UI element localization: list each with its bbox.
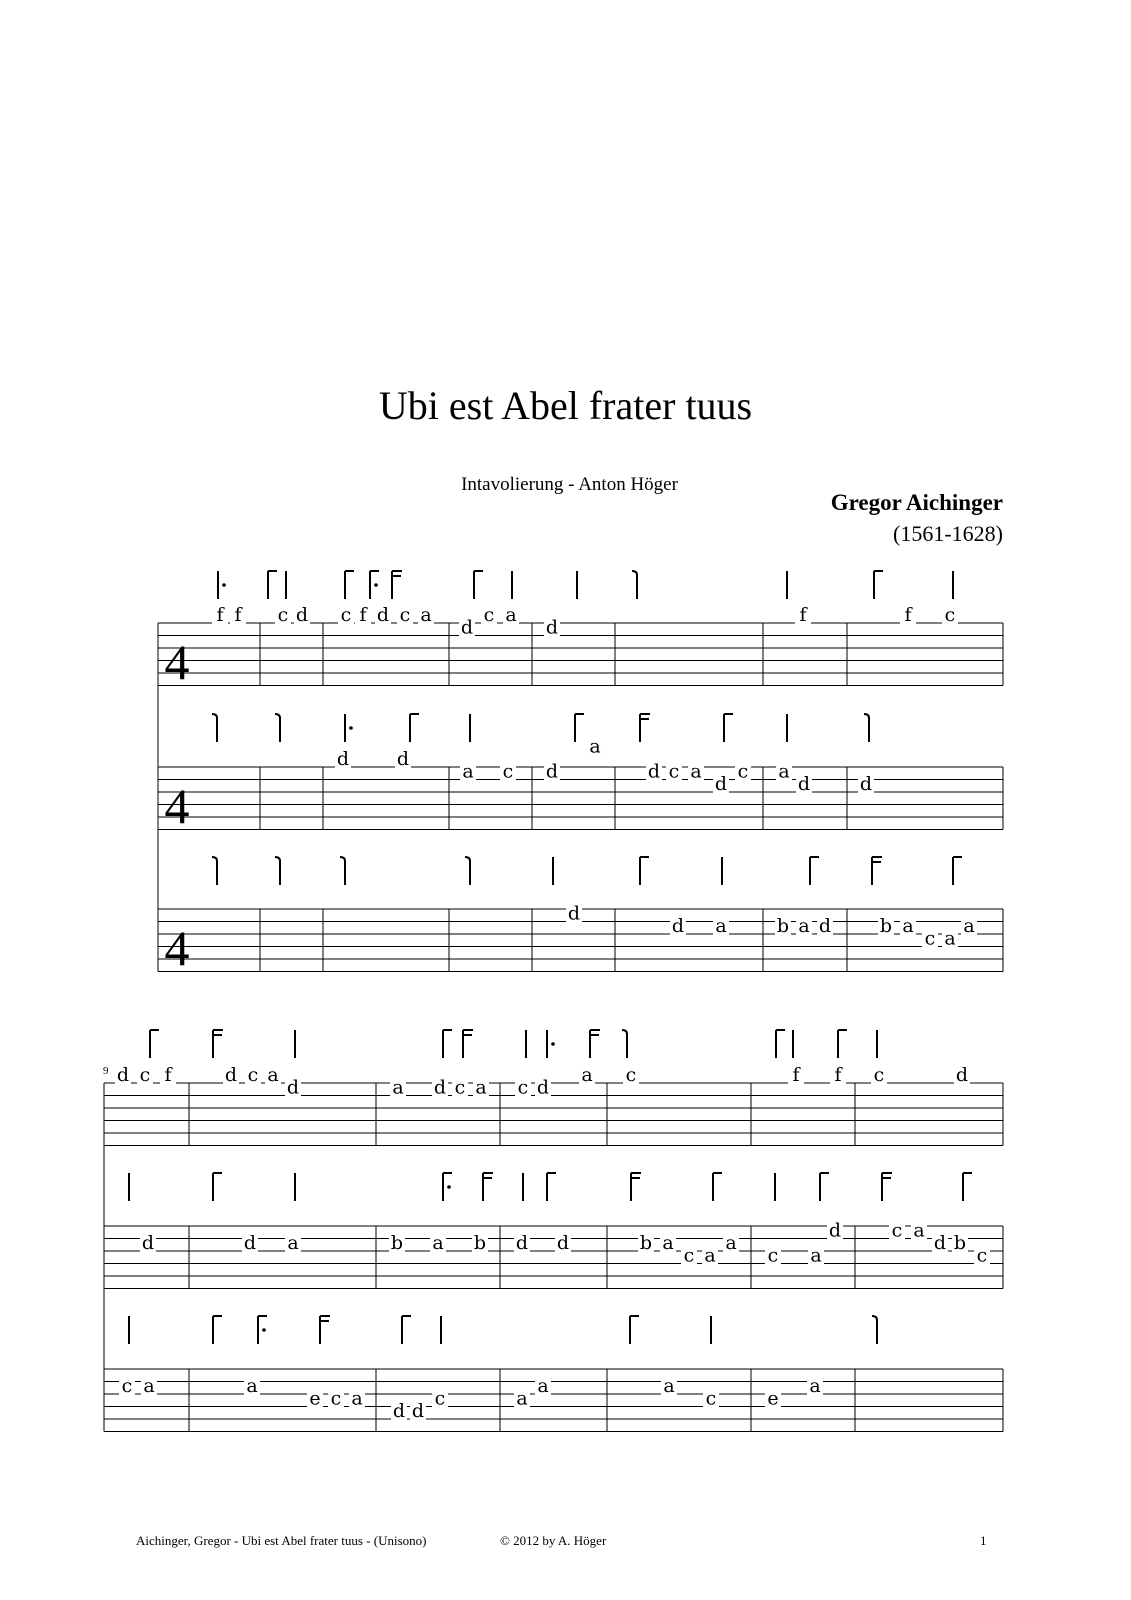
rhythm-flag xyxy=(410,714,419,742)
tab-letter: b xyxy=(879,915,893,937)
tab-letter: c xyxy=(502,760,514,783)
tab-letter: a xyxy=(267,1064,279,1086)
tab-letter: a xyxy=(944,927,956,950)
tab-letter: c xyxy=(399,604,411,626)
rhythm-flag xyxy=(776,1030,785,1058)
tab-letter: a xyxy=(725,1232,737,1254)
tab-letter: c xyxy=(924,927,936,950)
tab-letter: a xyxy=(246,1375,258,1397)
tab-letter: a xyxy=(902,915,914,937)
tab-letter: d xyxy=(286,1076,300,1099)
tab-letter: a xyxy=(662,1232,674,1254)
footer-copyright: © 2012 by A. Höger xyxy=(500,1533,607,1548)
rhythm-flag xyxy=(820,1173,829,1201)
tab-letter: d xyxy=(433,1076,447,1099)
tab-letter: b xyxy=(639,1232,653,1254)
tab-letter: a xyxy=(690,760,702,783)
rhythm-flag xyxy=(640,857,649,885)
tab-letter: c xyxy=(668,760,680,783)
arranger-credit: Intavolierung - Anton Höger xyxy=(461,474,678,495)
rhythm-flag xyxy=(810,857,819,885)
tab-letter: a xyxy=(778,760,790,783)
tab-letter: a xyxy=(810,1244,822,1267)
tab-letter: d xyxy=(567,902,581,925)
tab-letter: a xyxy=(462,760,474,783)
tab-letter: c xyxy=(434,1387,446,1410)
rhythm-flag xyxy=(392,571,402,599)
rhythm-dot xyxy=(551,1042,555,1046)
tab-letter: d xyxy=(545,760,559,783)
rhythm-flag xyxy=(864,714,869,742)
tab-letter: b xyxy=(473,1232,487,1254)
staff-lines xyxy=(104,623,1003,1432)
tab-letter: d xyxy=(859,773,873,795)
tab-letter: e xyxy=(309,1387,321,1410)
time-signature: 4 xyxy=(164,920,190,976)
rhythm-flag xyxy=(640,714,650,742)
tab-letter: c xyxy=(139,1064,151,1086)
tab-letter: d xyxy=(460,616,474,639)
rhythm-flag xyxy=(631,1173,641,1201)
page-number: 1 xyxy=(980,1533,987,1548)
tab-letter: a xyxy=(287,1232,299,1254)
tab-letter: c xyxy=(976,1244,988,1267)
rhythm-flag xyxy=(213,1030,223,1058)
tab-letter: d xyxy=(955,1064,969,1086)
rhythm-dot xyxy=(262,1328,266,1332)
tab-letter: c xyxy=(340,604,352,626)
rhythm-flag xyxy=(874,571,883,599)
tab-letter: d xyxy=(556,1232,570,1254)
page-title: Ubi est Abel frater tuus xyxy=(378,383,753,428)
tab-letters xyxy=(115,604,990,1422)
tab-letter: c xyxy=(247,1064,259,1086)
tab-letter: a xyxy=(663,1375,675,1397)
tab-letter: a xyxy=(505,604,517,626)
rhythm-flag xyxy=(212,857,217,885)
tab-letter: d xyxy=(828,1219,842,1242)
tab-letter: c xyxy=(873,1064,885,1086)
tab-letter: d xyxy=(224,1064,238,1086)
tab-letter: c xyxy=(705,1387,717,1410)
tab-letter: d xyxy=(515,1232,529,1254)
tab-letter: b xyxy=(776,915,790,937)
rhythm-flag xyxy=(882,1173,892,1201)
tab-letter: e xyxy=(767,1387,779,1410)
tab-letter: a xyxy=(913,1219,925,1242)
rhythm-dot xyxy=(349,726,353,730)
rhythm-flag xyxy=(713,1173,722,1201)
rhythm-flag xyxy=(575,714,584,742)
tab-letter: d xyxy=(647,760,661,783)
tab-letter: a xyxy=(420,604,432,626)
tab-letter: c xyxy=(683,1244,695,1267)
rhythm-flag xyxy=(268,571,277,599)
tab-letter: a xyxy=(143,1375,155,1397)
rhythm-flag xyxy=(345,571,354,599)
tab-letter: f xyxy=(359,604,367,626)
tab-letter: d xyxy=(116,1064,130,1086)
tab-letter: c xyxy=(625,1064,637,1086)
tab-letter: d xyxy=(243,1232,257,1254)
rhythm-flag xyxy=(483,1173,493,1201)
rhythm-flag xyxy=(275,714,280,742)
tab-letter: a xyxy=(589,735,601,758)
tab-letter: d xyxy=(141,1232,155,1254)
tab-letter: f xyxy=(834,1064,842,1086)
measure-number: 9 xyxy=(103,1065,109,1077)
tab-letter: d xyxy=(396,748,410,770)
tab-letter: a xyxy=(581,1064,593,1086)
rhythm-flag xyxy=(213,1316,222,1344)
tab-letter: d xyxy=(933,1232,947,1254)
rhythm-flag xyxy=(547,1173,556,1201)
tab-letter: b xyxy=(953,1232,967,1254)
tab-letter: b xyxy=(390,1232,404,1254)
rhythm-flag xyxy=(402,1316,411,1344)
tab-letter: a xyxy=(809,1375,821,1397)
tab-letter: d xyxy=(392,1400,406,1422)
rhythm-dot xyxy=(222,583,226,587)
tab-letter: c xyxy=(454,1076,466,1099)
rhythm-flag xyxy=(622,1030,627,1058)
tab-letter: d xyxy=(411,1400,425,1422)
tab-letter: d xyxy=(714,773,728,795)
rhythm-flag xyxy=(150,1030,159,1058)
rhythm-flag xyxy=(630,1316,639,1344)
tab-letter: f xyxy=(164,1064,172,1086)
barlines xyxy=(104,623,1003,1432)
tab-letter: a xyxy=(537,1375,549,1397)
rhythm-flag xyxy=(590,1030,600,1058)
rhythm-flag xyxy=(872,1316,877,1344)
tab-letter: c xyxy=(483,604,495,626)
tab-letter: d xyxy=(545,616,559,639)
tab-letter: c xyxy=(330,1387,342,1410)
tab-letter: a xyxy=(963,915,975,937)
time-signatures xyxy=(165,634,190,976)
rhythm-flag xyxy=(320,1316,330,1344)
tab-letter: d xyxy=(797,773,811,795)
tab-letter: d xyxy=(671,915,685,937)
tab-letter: a xyxy=(715,915,727,937)
rhythm-dot xyxy=(374,583,378,587)
tab-letter: c xyxy=(891,1219,903,1242)
footer-title: Aichinger, Gregor - Ubi est Abel frater tuus - (Unisono) xyxy=(136,1533,427,1548)
tab-letter: c xyxy=(944,604,956,626)
tab-letter: c xyxy=(277,604,289,626)
rhythm-dot xyxy=(447,1185,451,1189)
rhythm-flag xyxy=(340,857,345,885)
tab-letter: f xyxy=(792,1064,800,1086)
tab-letter: f xyxy=(216,604,224,626)
tab-letter: c xyxy=(517,1076,529,1099)
tab-letter: a xyxy=(475,1076,487,1099)
tab-letter: d xyxy=(376,604,390,626)
rhythm-flags xyxy=(129,571,975,1344)
rhythm-flag xyxy=(463,1030,473,1058)
rhythm-flag xyxy=(632,571,637,599)
rhythm-flag xyxy=(963,1173,972,1201)
tab-letter: a xyxy=(351,1387,363,1410)
composer-name: Gregor Aichinger xyxy=(830,490,1003,515)
time-signature: 4 xyxy=(164,778,190,834)
tab-letter: d xyxy=(336,748,350,770)
tab-letter: d xyxy=(536,1076,550,1099)
rhythm-flag xyxy=(213,1173,222,1201)
rhythm-flag xyxy=(872,857,882,885)
rhythm-flag xyxy=(212,714,217,742)
tab-letter: a xyxy=(798,915,810,937)
tab-letter: a xyxy=(704,1244,716,1267)
tab-letter: a xyxy=(432,1232,444,1254)
tab-letter: f xyxy=(234,604,242,626)
tab-letter: f xyxy=(904,604,912,626)
composer-dates: (1561-1628) xyxy=(893,521,1003,546)
rhythm-flag xyxy=(953,857,962,885)
rhythm-flag xyxy=(275,857,280,885)
rhythm-flag xyxy=(724,714,733,742)
tab-letter: d xyxy=(818,915,832,937)
tab-letter: a xyxy=(516,1387,528,1410)
tab-letter: a xyxy=(392,1076,404,1099)
rhythm-flag xyxy=(443,1030,452,1058)
rhythm-flag xyxy=(474,571,483,599)
time-signature: 4 xyxy=(164,634,190,690)
tab-letter: c xyxy=(767,1244,779,1267)
rhythm-flag xyxy=(838,1030,847,1058)
tab-letter: c xyxy=(121,1375,133,1397)
tab-letter: d xyxy=(295,604,309,626)
tab-letter: f xyxy=(799,604,807,626)
rhythm-flag xyxy=(465,857,470,885)
tab-letter: c xyxy=(737,760,749,783)
